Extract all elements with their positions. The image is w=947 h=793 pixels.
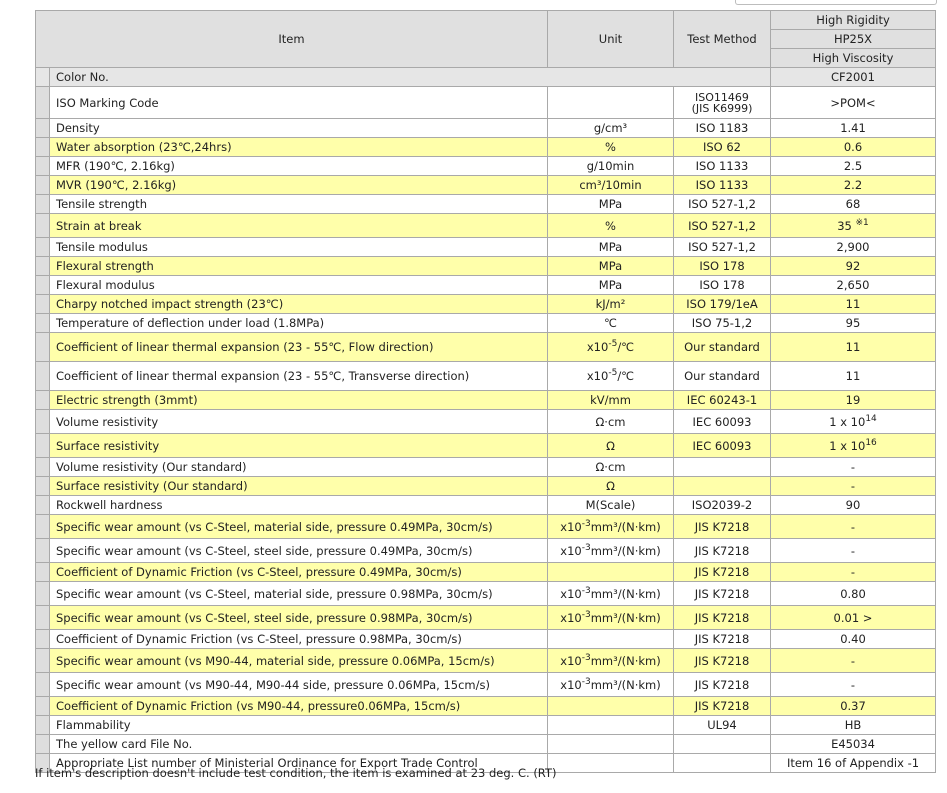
row-value: 1.41 bbox=[771, 119, 936, 138]
row-unit: Ω·cm bbox=[548, 458, 674, 477]
row-unit bbox=[548, 673, 674, 697]
row-value: 11 bbox=[771, 295, 936, 314]
row-gutter bbox=[36, 238, 50, 257]
row-value: - bbox=[771, 649, 936, 673]
table-row bbox=[36, 238, 936, 257]
row-item: MVR (190℃, 2.16kg) bbox=[50, 176, 548, 195]
unit-exponent: -3 bbox=[581, 676, 591, 687]
row-unit bbox=[548, 563, 674, 582]
value-exponent: 16 bbox=[865, 437, 877, 448]
table-row bbox=[36, 214, 936, 238]
row-method: ISO 527-1,2 bbox=[674, 214, 771, 238]
row-method: ISO 178 bbox=[674, 257, 771, 276]
table-row bbox=[36, 735, 936, 754]
row-gutter bbox=[36, 434, 50, 458]
row-unit: g/10min bbox=[548, 157, 674, 176]
row-value: E45034 bbox=[771, 735, 936, 754]
row-unit: kJ/m² bbox=[548, 295, 674, 314]
unit-suffix: mm³/(N·km) bbox=[590, 677, 661, 692]
value-base: 1 x 10 bbox=[829, 438, 866, 453]
row-unit bbox=[548, 606, 674, 630]
row-value: 0.80 bbox=[771, 582, 936, 606]
table-row bbox=[36, 496, 936, 515]
unit-base: x10 bbox=[560, 586, 582, 601]
row-gutter bbox=[36, 87, 50, 119]
row-method: JIS K7218 bbox=[674, 697, 771, 716]
row-value: 2.2 bbox=[771, 176, 936, 195]
row-method bbox=[674, 477, 771, 496]
footnote: If item's description doesn't include test condition, the item is examined at 23 deg. C. (RT) bbox=[35, 766, 557, 780]
row-item: Tensile modulus bbox=[50, 238, 548, 257]
row-item: Density bbox=[50, 119, 548, 138]
table-row bbox=[36, 606, 936, 630]
row-item: Tensile strength bbox=[50, 195, 548, 214]
row-gutter bbox=[36, 314, 50, 333]
row-method: Our standard bbox=[674, 362, 771, 391]
iso-marking-row bbox=[36, 87, 936, 119]
table-row bbox=[36, 138, 936, 157]
row-item: Flexural modulus bbox=[50, 276, 548, 295]
row-value: - bbox=[771, 477, 936, 496]
row-method: JIS K7218 bbox=[674, 539, 771, 563]
row-gutter bbox=[36, 606, 50, 630]
row-value: 0.6 bbox=[771, 138, 936, 157]
unit-suffix: mm³/(N·km) bbox=[590, 610, 661, 625]
row-value: - bbox=[771, 515, 936, 539]
table-row bbox=[36, 716, 936, 735]
table-row bbox=[36, 649, 936, 673]
row-method: ISO 1183 bbox=[674, 119, 771, 138]
unit-base: x10 bbox=[560, 677, 582, 692]
row-unit bbox=[548, 582, 674, 606]
row-value: 2.5 bbox=[771, 157, 936, 176]
table-row bbox=[36, 434, 936, 458]
row-item: Water absorption (23℃,24hrs) bbox=[50, 138, 548, 157]
unit-suffix: mm³/(N·km) bbox=[590, 653, 661, 668]
row-item: Strain at break bbox=[50, 214, 548, 238]
row-gutter bbox=[36, 362, 50, 391]
row-unit: Ω bbox=[548, 434, 674, 458]
row-unit bbox=[548, 735, 674, 754]
row-method: ISO 62 bbox=[674, 138, 771, 157]
row-value: HB bbox=[771, 716, 936, 735]
row-value: - bbox=[771, 458, 936, 477]
table-row bbox=[36, 195, 936, 214]
table-row bbox=[36, 119, 936, 138]
row-method bbox=[674, 735, 771, 754]
row-method: ISO 527-1,2 bbox=[674, 195, 771, 214]
row-unit bbox=[548, 754, 674, 773]
header-row bbox=[36, 11, 936, 30]
row-item: Surface resistivity (Our standard) bbox=[50, 477, 548, 496]
row-gutter bbox=[36, 391, 50, 410]
row-method bbox=[674, 458, 771, 477]
unit-base: x10 bbox=[560, 543, 582, 558]
row-unit bbox=[548, 630, 674, 649]
unit-base: x10 bbox=[560, 610, 582, 625]
row-value bbox=[771, 410, 936, 434]
unit-suffix: mm³/(N·km) bbox=[590, 586, 661, 601]
unit-exponent: -5 bbox=[608, 339, 618, 349]
row-gutter bbox=[36, 333, 50, 362]
row-gutter bbox=[36, 649, 50, 673]
color-value: CF2001 bbox=[771, 68, 936, 87]
header-grade-line2: HP25X bbox=[771, 30, 936, 49]
table-row bbox=[36, 515, 936, 539]
row-value: 2,650 bbox=[771, 276, 936, 295]
row-item: Specific wear amount (vs M90-44, M90-44 side, pressure 0.06MPa, 15cm/s) bbox=[50, 673, 548, 697]
row-method: UL94 bbox=[674, 716, 771, 735]
row-gutter bbox=[36, 68, 50, 87]
row-unit bbox=[548, 697, 674, 716]
color-label: Color No. bbox=[50, 68, 771, 87]
row-item: Rockwell hardness bbox=[50, 496, 548, 515]
header-test-method: Test Method bbox=[674, 11, 771, 68]
row-method: JIS K7218 bbox=[674, 649, 771, 673]
row-method: ISO 179/1eA bbox=[674, 295, 771, 314]
row-unit: Ω·cm bbox=[548, 410, 674, 434]
row-method: IEC 60093 bbox=[674, 410, 771, 434]
row-gutter bbox=[36, 195, 50, 214]
row-gutter bbox=[36, 295, 50, 314]
row-item: MFR (190℃, 2.16kg) bbox=[50, 157, 548, 176]
row-gutter bbox=[36, 697, 50, 716]
table-row bbox=[36, 362, 936, 391]
row-unit bbox=[548, 539, 674, 563]
row-gutter bbox=[36, 119, 50, 138]
unit-suffix: /℃ bbox=[617, 369, 635, 383]
row-method: IEC 60093 bbox=[674, 434, 771, 458]
row-method: JIS K7218 bbox=[674, 515, 771, 539]
unit-exponent: -5 bbox=[608, 368, 618, 378]
row-method: Our standard bbox=[674, 333, 771, 362]
row-value bbox=[771, 434, 936, 458]
unit-base: x10 bbox=[560, 653, 582, 668]
row-gutter bbox=[36, 496, 50, 515]
row-item: Electric strength (3mmt) bbox=[50, 391, 548, 410]
row-item: Flexural strength bbox=[50, 257, 548, 276]
row-unit: Ω bbox=[548, 477, 674, 496]
row-gutter bbox=[36, 539, 50, 563]
header-unit: Unit bbox=[548, 11, 674, 68]
row-method: ISO 75-1,2 bbox=[674, 314, 771, 333]
row-method: JIS K7218 bbox=[674, 606, 771, 630]
row-item: Coefficient of linear thermal expansion (23 - 55℃, Flow direction) bbox=[50, 333, 548, 362]
table-row bbox=[36, 563, 936, 582]
unit-exponent: -3 bbox=[581, 609, 591, 620]
row-gutter bbox=[36, 673, 50, 697]
iso-method-line1: ISO11469 bbox=[695, 90, 749, 104]
value-exponent: ※1 bbox=[855, 217, 869, 228]
row-gutter bbox=[36, 477, 50, 496]
table-row bbox=[36, 391, 936, 410]
row-unit: MPa bbox=[548, 238, 674, 257]
table-row bbox=[36, 276, 936, 295]
iso-marking-unit bbox=[548, 87, 674, 119]
row-item: Specific wear amount (vs C-Steel, steel side, pressure 0.49MPa, 30cm/s) bbox=[50, 539, 548, 563]
row-item: Specific wear amount (vs C-Steel, material side, pressure 0.98MPa, 30cm/s) bbox=[50, 582, 548, 606]
row-unit: g/cm³ bbox=[548, 119, 674, 138]
unit-suffix: /℃ bbox=[617, 340, 635, 354]
row-gutter bbox=[36, 716, 50, 735]
row-gutter bbox=[36, 410, 50, 434]
header-grade-line3: High Viscosity bbox=[771, 49, 936, 68]
row-item: Volume resistivity bbox=[50, 410, 548, 434]
row-value: 68 bbox=[771, 195, 936, 214]
row-value: - bbox=[771, 539, 936, 563]
row-unit: MPa bbox=[548, 276, 674, 295]
iso-marking-label: ISO Marking Code bbox=[50, 87, 548, 119]
row-value: 92 bbox=[771, 257, 936, 276]
row-gutter bbox=[36, 214, 50, 238]
table-row bbox=[36, 257, 936, 276]
row-gutter bbox=[36, 458, 50, 477]
unit-base: x10 bbox=[586, 340, 609, 354]
header-grade-line1: High Rigidity bbox=[771, 11, 936, 30]
row-method: JIS K7218 bbox=[674, 582, 771, 606]
row-unit bbox=[548, 333, 674, 362]
row-item: Specific wear amount (vs C-Steel, material side, pressure 0.49MPa, 30cm/s) bbox=[50, 515, 548, 539]
row-value: 11 bbox=[771, 333, 936, 362]
top-control-edge bbox=[735, 0, 937, 5]
iso-method-line2: (JIS K6999) bbox=[691, 101, 753, 115]
row-item: Volume resistivity (Our standard) bbox=[50, 458, 548, 477]
row-item: Flammability bbox=[50, 716, 548, 735]
row-value: 90 bbox=[771, 496, 936, 515]
row-item: Coefficient of Dynamic Friction (vs M90-44, pressure0.06MPa, 15cm/s) bbox=[50, 697, 548, 716]
row-unit: kV/mm bbox=[548, 391, 674, 410]
row-item: Specific wear amount (vs M90-44, material side, pressure 0.06MPa, 15cm/s) bbox=[50, 649, 548, 673]
row-unit: % bbox=[548, 214, 674, 238]
row-item: Coefficient of linear thermal expansion (23 - 55℃, Transverse direction) bbox=[50, 362, 548, 391]
table-row bbox=[36, 176, 936, 195]
row-value: - bbox=[771, 563, 936, 582]
value-exponent: 14 bbox=[865, 413, 877, 424]
table-row bbox=[36, 410, 936, 434]
table-row bbox=[36, 333, 936, 362]
table-row bbox=[36, 673, 936, 697]
row-gutter bbox=[36, 563, 50, 582]
row-method: ISO2039-2 bbox=[674, 496, 771, 515]
table-row bbox=[36, 157, 936, 176]
unit-base: x10 bbox=[560, 519, 582, 534]
unit-suffix: mm³/(N·km) bbox=[590, 543, 661, 558]
row-gutter bbox=[36, 630, 50, 649]
row-item: Coefficient of Dynamic Friction (vs C-Steel, pressure 0.98MPa, 30cm/s) bbox=[50, 630, 548, 649]
table-row bbox=[36, 477, 936, 496]
row-item: Coefficient of Dynamic Friction (vs C-Steel, pressure 0.49MPa, 30cm/s) bbox=[50, 563, 548, 582]
row-unit bbox=[548, 716, 674, 735]
row-method: JIS K7218 bbox=[674, 563, 771, 582]
row-unit bbox=[548, 649, 674, 673]
row-value: 0.01 > bbox=[771, 606, 936, 630]
table-row bbox=[36, 295, 936, 314]
table-row bbox=[36, 458, 936, 477]
row-unit: M(Scale) bbox=[548, 496, 674, 515]
unit-exponent: -3 bbox=[581, 542, 591, 553]
row-method: ISO 527-1,2 bbox=[674, 238, 771, 257]
row-method bbox=[674, 754, 771, 773]
row-item: The yellow card File No. bbox=[50, 735, 548, 754]
row-gutter bbox=[36, 515, 50, 539]
table-row bbox=[36, 697, 936, 716]
value-base: 1 x 10 bbox=[829, 414, 866, 429]
table-row bbox=[36, 314, 936, 333]
row-unit: cm³/10min bbox=[548, 176, 674, 195]
unit-base: x10 bbox=[586, 369, 609, 383]
unit-exponent: -3 bbox=[581, 652, 591, 663]
row-item: Appropriate List number of Ministerial Ordinance for Export Trade Control bbox=[50, 754, 548, 773]
row-method: ISO 178 bbox=[674, 276, 771, 295]
row-method: ISO 1133 bbox=[674, 157, 771, 176]
table-row bbox=[36, 630, 936, 649]
row-value: - bbox=[771, 673, 936, 697]
row-gutter bbox=[36, 276, 50, 295]
row-method: JIS K7218 bbox=[674, 673, 771, 697]
row-value: 2,900 bbox=[771, 238, 936, 257]
unit-exponent: -3 bbox=[581, 585, 591, 596]
row-method: JIS K7218 bbox=[674, 630, 771, 649]
row-gutter bbox=[36, 582, 50, 606]
iso-marking-value: >POM< bbox=[771, 87, 936, 119]
header-item: Item bbox=[36, 11, 548, 68]
row-item: Surface resistivity bbox=[50, 434, 548, 458]
unit-exponent: -3 bbox=[581, 518, 591, 529]
row-value: 0.40 bbox=[771, 630, 936, 649]
row-gutter bbox=[36, 157, 50, 176]
row-value: 95 bbox=[771, 314, 936, 333]
row-gutter bbox=[36, 176, 50, 195]
color-row bbox=[36, 68, 936, 87]
row-unit: MPa bbox=[548, 195, 674, 214]
row-gutter bbox=[36, 735, 50, 754]
row-gutter bbox=[36, 257, 50, 276]
row-item: Specific wear amount (vs C-Steel, steel side, pressure 0.98MPa, 30cm/s) bbox=[50, 606, 548, 630]
row-unit: ℃ bbox=[548, 314, 674, 333]
row-value: 19 bbox=[771, 391, 936, 410]
value-base: 35 bbox=[837, 218, 856, 233]
row-value bbox=[771, 214, 936, 238]
row-unit: % bbox=[548, 138, 674, 157]
row-item: Temperature of deflection under load (1.8MPa) bbox=[50, 314, 548, 333]
row-unit bbox=[548, 362, 674, 391]
unit-suffix: mm³/(N·km) bbox=[590, 519, 661, 534]
row-method: ISO 1133 bbox=[674, 176, 771, 195]
row-value: 0.37 bbox=[771, 697, 936, 716]
table-row bbox=[36, 582, 936, 606]
row-unit: MPa bbox=[548, 257, 674, 276]
table-row bbox=[36, 539, 936, 563]
row-method: IEC 60243-1 bbox=[674, 391, 771, 410]
row-unit bbox=[548, 515, 674, 539]
iso-marking-method bbox=[674, 87, 771, 119]
row-item: Charpy notched impact strength (23℃) bbox=[50, 295, 548, 314]
row-gutter bbox=[36, 138, 50, 157]
properties-table bbox=[35, 10, 936, 773]
row-value: Item 16 of Appendix -1 bbox=[771, 754, 936, 773]
row-value: 11 bbox=[771, 362, 936, 391]
